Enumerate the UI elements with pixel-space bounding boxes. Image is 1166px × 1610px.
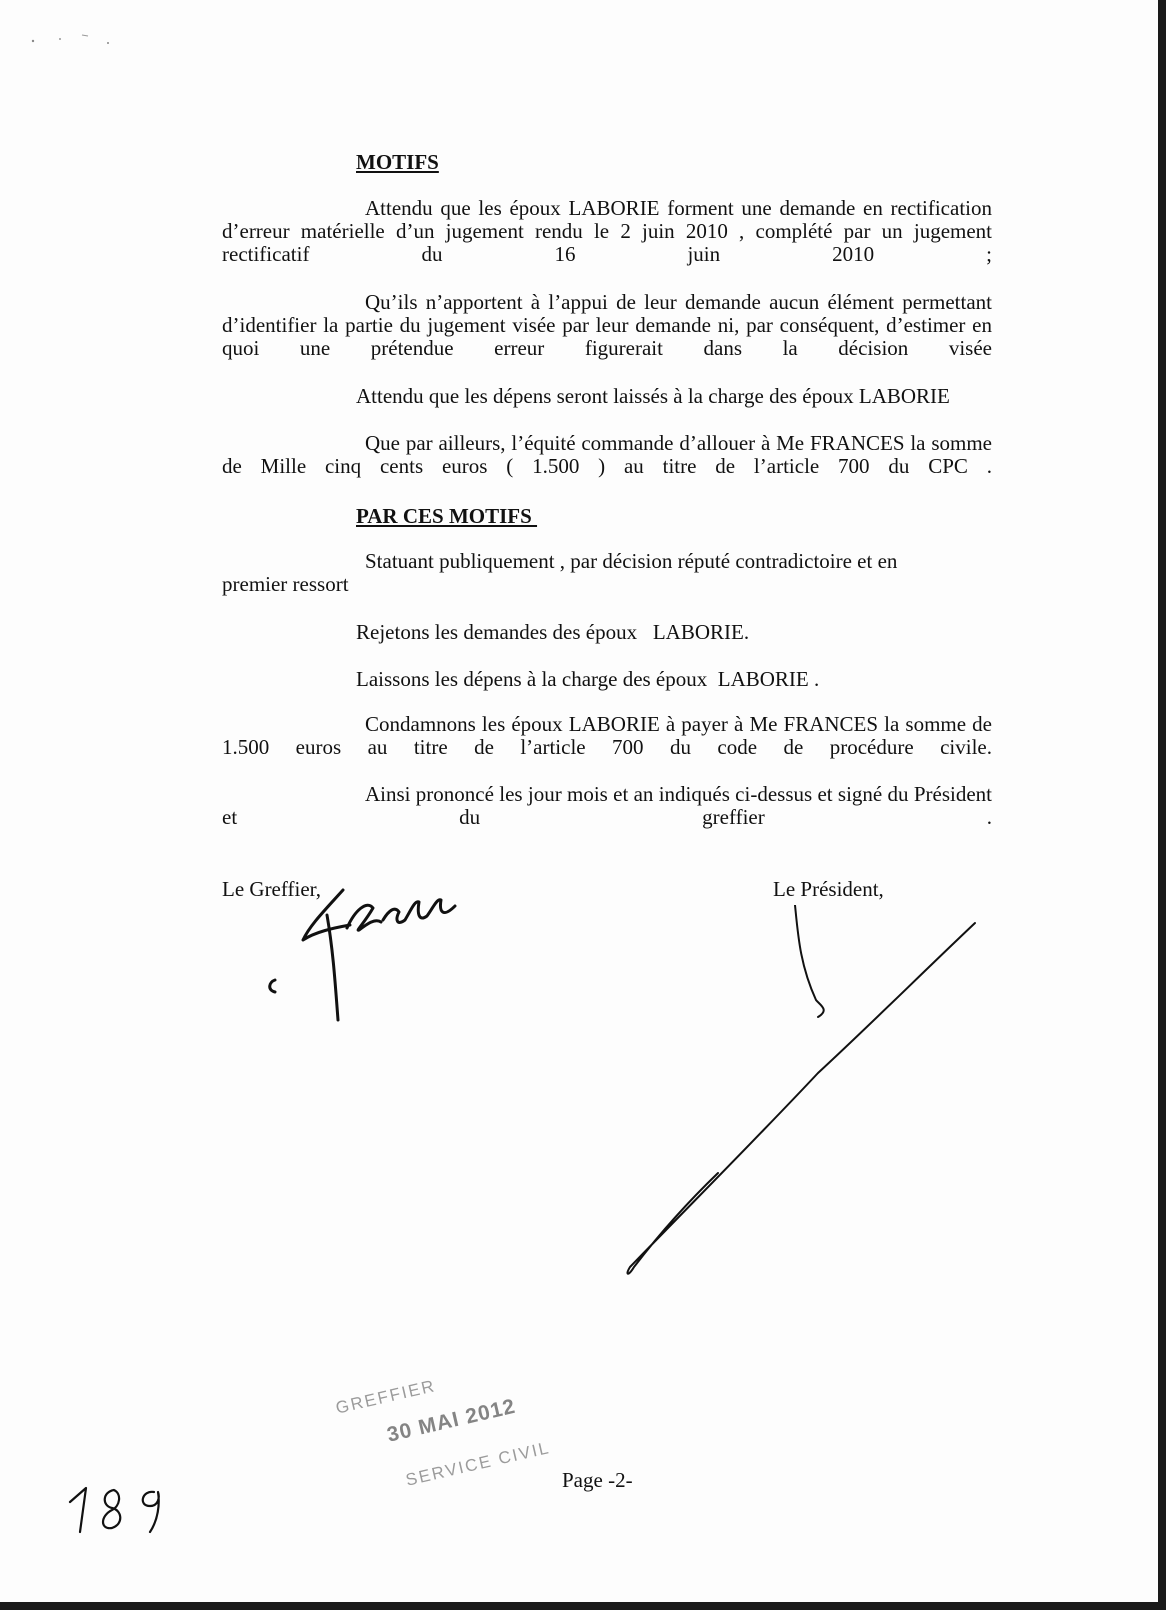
paragraph-demande: Attendu que les époux LABORIE forment une demande en rectification d’erreur matérielle d’un jugement rendu le 2 juin 2010 , complété par un jugement rectificatif du 16 juin 2010 ; <box>222 196 992 266</box>
paragraph-laissons: Laissons les dépens à la charge des époux LABORIE . <box>356 667 820 691</box>
motifs-heading: MOTIFS <box>356 150 439 174</box>
paragraph-element: Qu’ils n’apportent à l’appui de leur demande aucun élément permettant d’identifier la partie du jugement visée par leur demande ni, par conséquent, d’estimer en quoi une prétendue erreur figurerait dans la décision visée <box>222 290 992 360</box>
greffier-label: Le Greffier, <box>222 877 322 901</box>
greffe-stamp <box>330 1351 578 1547</box>
page-number: Page -2- <box>562 1468 633 1492</box>
president-signature <box>620 905 1000 1305</box>
paragraph-condamnons: Condamnons les époux LABORIE à payer à Me FRANCES la somme de 1.500 euros au titre de l’article 700 du code de procédure civile. <box>222 712 992 759</box>
stamp-date: 30 MAI 2012 <box>384 1394 518 1447</box>
stamp-greffier: GREFFIER <box>333 1376 438 1418</box>
greffier-signature <box>255 870 475 1030</box>
president-label: Le Président, <box>773 877 884 901</box>
stamp-service: SERVICE CIVIL <box>403 1438 552 1490</box>
paragraph-ainsi: Ainsi prononcé les jour mois et an indiqués ci-dessus et signé du Président et du greffier . <box>222 782 992 829</box>
paragraph-rejetons: Rejetons les demandes des époux LABORIE. <box>356 620 750 644</box>
par-ces-motifs-heading: PAR CES MOTIFS <box>356 504 538 528</box>
paragraph-depens: Attendu que les dépens seront laissés à la charge des époux LABORIE <box>356 384 950 408</box>
scan-marks <box>30 32 110 46</box>
paragraph-statuant: Statuant publiquement , par décision réputé contradictoire et en premier ressort <box>222 549 898 596</box>
paragraph-equite: Que par ailleurs, l’équité commande d’allouer à Me FRANCES la somme de Mille cinq cents euros ( 1.500 ) au titre de l’article 700 du CPC . <box>222 431 992 478</box>
handwritten-page-number <box>62 1480 172 1540</box>
